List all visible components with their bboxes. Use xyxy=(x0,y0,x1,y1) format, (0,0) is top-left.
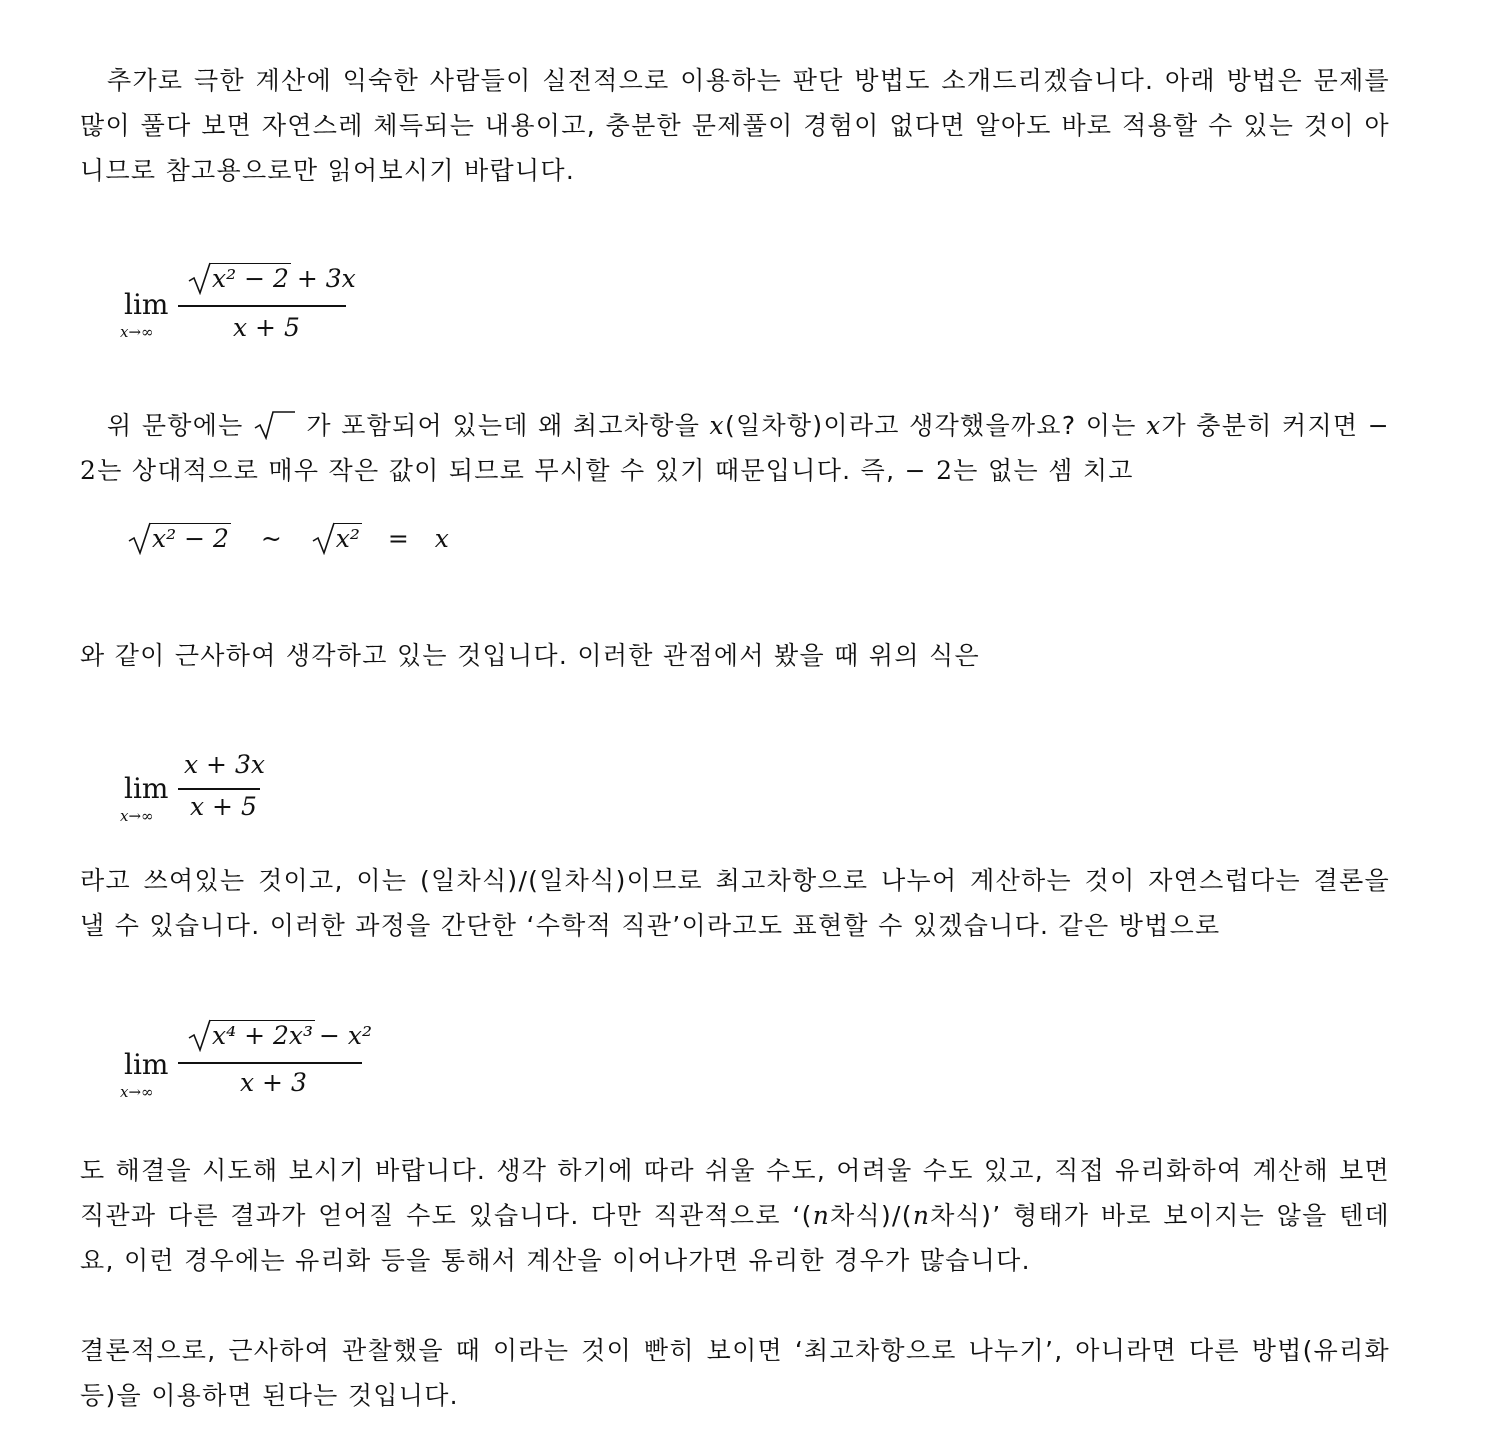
limit-expression-2 xyxy=(80,678,1390,858)
document-page xyxy=(80,58,1390,1418)
lim-operator: lim xyxy=(124,772,169,805)
fraction-numerator: x⁴ + 2x³ − x² xyxy=(188,1020,372,1050)
square-root: x² − 2 xyxy=(128,523,231,553)
fraction-bar xyxy=(178,788,260,790)
fraction-bar xyxy=(178,1062,362,1064)
paragraph-intro: 추가로 극한 계산에 익숙한 사람들이 실전적으로 이용하는 판단 방법도 소개드리겠습니다. 아래 방법은 문제를 많이 풀다 보면 자연스레 체득되는 내용이고, 충분한 문제풀이 경험이 없다면 알아도 바로 적용할 수 있는 것이 아니므로 참고용으로만 읽어보시기 바랍니다. xyxy=(80,66,1390,185)
paragraph-summary: 결론적으로, 근사하여 관찰했을 때 이라는 것이 빤히 보이면 ‘최고차항으로 나누기’, 아니라면 다른 방법(유리화 등)을 이용하면 된다는 것입니다. xyxy=(80,1336,1390,1410)
limit-expression-3 xyxy=(80,948,1390,1148)
fraction-numerator: x² − 2 + 3x xyxy=(188,263,356,293)
paragraph-explanation: 위 문항에는 가 포함되어 있는데 왜 최고차항을 x(일차항)이라고 생각했을까요? 이는 x가 충분히 커지면 − 2는 상대적으로 매우 작은 값이 되므로 무시할 수 있기 때문입니다. 즉, − 2는 없는 셈 치고 xyxy=(80,411,1390,485)
lim-subscript: x→∞ xyxy=(120,1083,154,1101)
fraction-denominator: x + 3 xyxy=(240,1068,307,1097)
limit-expression-1 xyxy=(80,193,1390,403)
lim-operator: lim xyxy=(124,288,169,321)
approximation-expression: x² − 2 ~ x² = x xyxy=(80,493,1390,633)
radical-sign-icon xyxy=(128,521,152,555)
paragraph-conclusion: 라고 쓰여있는 것이고, 이는 (일차식)/(일차식)이므로 최고차항으로 나누어 계산하는 것이 자연스럽다는 결론을 낼 수 있습니다. 이러한 과정을 간단한 ‘수학적 직관’이라고도 표현할 수 있겠습니다. 같은 방법으로 xyxy=(80,866,1390,940)
fraction-denominator: x + 5 xyxy=(190,792,257,821)
lim-subscript: x→∞ xyxy=(120,323,154,341)
lim-subscript: x→∞ xyxy=(120,807,154,825)
radical-sign-icon xyxy=(188,1018,212,1052)
square-root: x² xyxy=(312,523,362,553)
fraction-numerator: x + 3x xyxy=(184,750,265,779)
fraction-denominator: x + 5 xyxy=(233,313,300,342)
equals-symbol: = xyxy=(387,524,409,553)
radical-sign-icon xyxy=(312,521,336,555)
approx-symbol: ~ xyxy=(260,524,282,553)
lim-operator: lim xyxy=(124,1048,169,1081)
paragraph-exercise: 도 해결을 시도해 보시기 바랍니다. 생각 하기에 따라 쉬울 수도, 어려울 수도 있고, 직접 유리화하여 계산해 보면 직관과 다른 결과가 얻어질 수도 있습니다. 다만 직관적으로 ‘(n차식)/(n차식)’ 형태가 바로 보이지는 않을 텐데요, 이런 경우에는 유리화 등을 통해서 계산을 이어나가면 유리한 경우가 많습니다. xyxy=(80,1156,1390,1275)
paragraph-approximation: 와 같이 근사하여 생각하고 있는 것입니다. 이러한 관점에서 봤을 때 위의 식은 xyxy=(80,641,980,670)
square-root: x² − 2 xyxy=(188,263,291,293)
radical-sign-icon xyxy=(253,410,297,440)
radical-sign-icon xyxy=(188,261,212,295)
square-root: x⁴ + 2x³ xyxy=(188,1020,315,1050)
fraction-bar xyxy=(178,305,346,307)
